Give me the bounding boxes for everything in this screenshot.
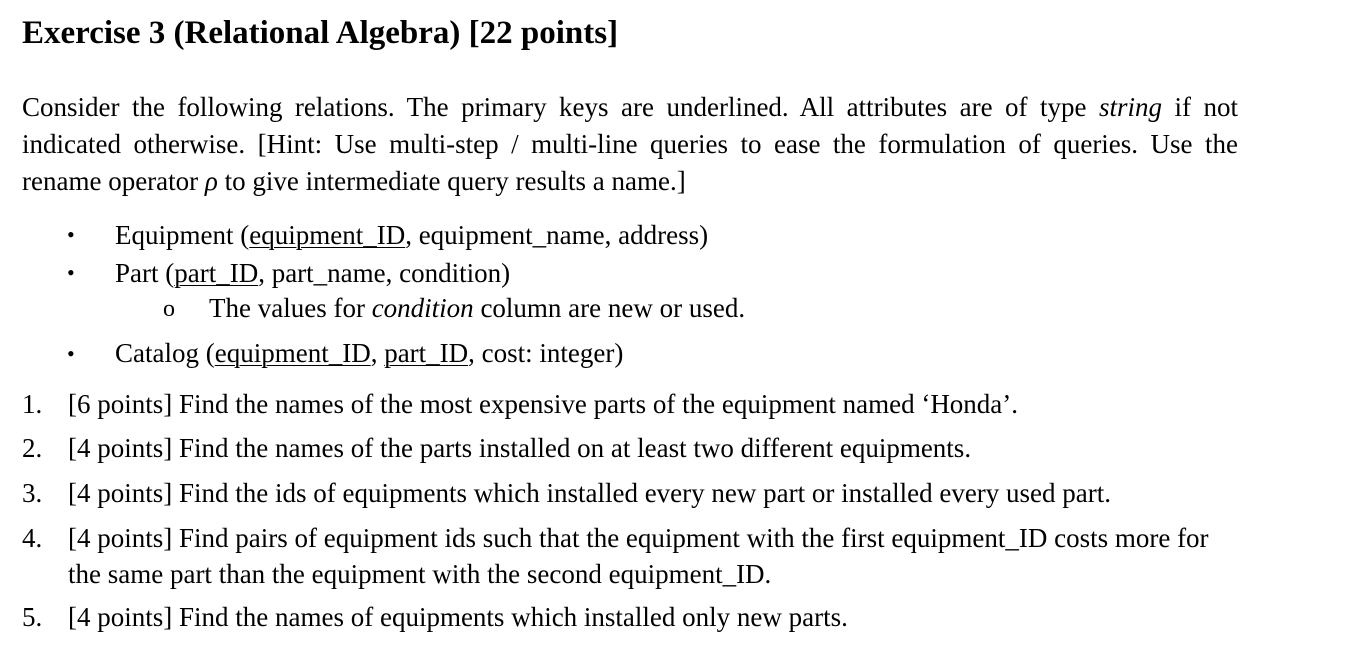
intro-italic-string: string (1099, 92, 1163, 122)
relation-catalog-sep: , (370, 338, 385, 368)
bullet-part: • (67, 260, 75, 285)
bullet-catalog: • (67, 341, 75, 366)
relation-catalog (115, 336, 623, 370)
intro-text-1: Consider the following relations. The primary keys are underlined. All attributes are of type (22, 92, 1099, 122)
sub-bullet-condition: o (163, 296, 175, 322)
question-4-text: [4 points] Find pairs of equipment ids such that the equipment with the first equipment_ID costs more for the same part than the equipment with the second equipment_ID. (68, 523, 1209, 589)
exercise-title: Exercise 3 (Relational Algebra) [22 points] (22, 15, 619, 51)
relation-catalog-rest: , cost: integer) (468, 338, 624, 368)
relation-catalog-name: Catalog ( (115, 338, 215, 368)
relation-part-name: Part ( (115, 258, 175, 288)
intro-text-3: to give intermediate query results a name.] (217, 166, 686, 196)
relation-part (115, 256, 510, 290)
relation-catalog-key1: equipment_ID (214, 338, 371, 368)
intro-paragraph (22, 89, 1238, 200)
relation-equipment-rest: , equipment_name, address) (405, 220, 709, 250)
condition-note-italic: condition (371, 293, 474, 323)
intro-text-2: if not indicated otherwise. [Hint: Use multi-step / multi-line queries to ease the formulation of queries. Use the rename operator (22, 92, 1238, 196)
relation-catalog-key2: part_ID (384, 338, 469, 368)
relation-equipment-name: Equipment ( (115, 220, 250, 250)
relation-equipment-key: equipment_ID (249, 220, 406, 250)
question-1-number: 1. (22, 389, 43, 419)
question-3-text: [4 points] Find the ids of equipments which installed every new part or installed every used part. (68, 478, 1112, 508)
question-2-number: 2. (22, 433, 43, 463)
question-5-text: [4 points] Find the names of equipments which installed only new parts. (68, 602, 848, 632)
relation-equipment (115, 218, 708, 252)
question-3-number: 3. (22, 478, 43, 508)
bullet-equipment: • (67, 222, 75, 247)
question-2-text: [4 points] Find the names of the parts installed on at least two different equipments. (68, 433, 972, 463)
question-1-text: [6 points] Find the names of the most expensive parts of the equipment named ‘Honda’. (68, 389, 1019, 419)
relation-part-key: part_ID (174, 258, 259, 288)
condition-note-post: column are new or used. (473, 293, 746, 323)
intro-rho-symbol: ρ (204, 166, 218, 196)
relation-part-rest: , part_name, condition) (258, 258, 511, 288)
question-4-number: 4. (22, 523, 43, 553)
question-5-number: 5. (22, 602, 43, 632)
condition-note (209, 291, 745, 325)
condition-note-pre: The values for (209, 293, 372, 323)
